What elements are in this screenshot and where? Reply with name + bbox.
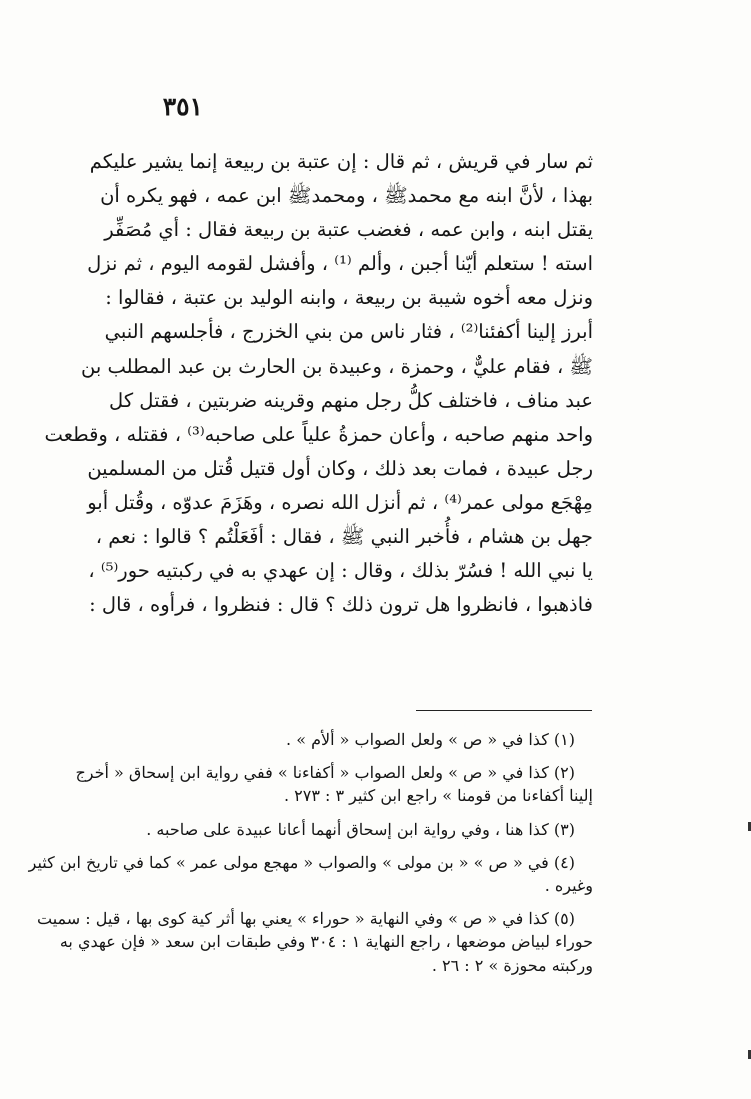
- footnote-line: وغيره .: [544, 876, 593, 896]
- footnote-line: (١) كذا في « ص » ولعل الصواب « ألأم » .: [286, 730, 575, 749]
- footnote-line: (٢) كذا في « ص » ولعل الصواب « أكفاءنا » ففي رواية ابن إسحاق « أخرج: [75, 763, 575, 783]
- text-line: ﷺ ، فقام عليٌّ ، وحمزة ، وعبيدة بن الحارث بن عبد المطلب بن: [80, 354, 593, 378]
- text-line: يقتل ابنه ، وابن عمه ، فغضب عتبة بن ربيعة فقال : أي مُصَفِّر: [104, 218, 593, 242]
- footnote-line: إلينا أكفاءنا من قومنا » راجع ابن كثير ٣ : ٢٧٣ .: [283, 786, 593, 806]
- footnote-line: (٥) كذا في « ص » وفي النهاية « حوراء » يعني بها أثر كية كوى بها ، قيل : سميت: [37, 909, 575, 929]
- footnote-1: [143, 728, 593, 751]
- page-number: ٣٥١: [162, 92, 203, 121]
- footnote-4: [28, 851, 593, 897]
- footnote-3: [143, 818, 593, 841]
- text-line: رجل عبيدة ، فمات بعد ذلك ، وكان أول قتيل قُتل من المسلمين: [87, 456, 593, 480]
- footnote-5: [37, 907, 593, 977]
- footnote-line: (٣) كذا هنا ، وفي رواية ابن إسحاق أنهما أعانا عبيدة على صاحبه .: [146, 819, 575, 839]
- footnote-divider: [416, 710, 592, 711]
- text-line: فاذهبوا ، فانظروا هل ترون ذلك ؟ قال : فنظروا ، فرأوه ، قال :: [89, 593, 593, 617]
- text-line: مِهْجَع مولى عمر⁽⁴⁾ ، ثم أنزل الله نصره ، وهَزَمَ عدوّه ، وقُتل أبو: [87, 490, 593, 514]
- text-line: أبرز إلينا أكفئنا⁽²⁾ ، فثار ناس من بني الخزرج ، فأجلسهم النبي: [104, 320, 593, 344]
- main-text: [44, 145, 593, 622]
- footnotes-section: [28, 728, 593, 987]
- text-line: بهذا ، لأنَّ ابنه مع محمدﷺ ، ومحمدﷺ ابن عمه ، فهو يكره أن: [100, 184, 593, 208]
- text-line: استه ! ستعلم أيّنا أجبن ، وألم ⁽¹⁾ ، وأفشل لقومه اليوم ، ثم نزل: [87, 252, 593, 276]
- footnote-line: (٤) في « ص » « بن مولى » والصواب « مهجع مولى عمر » كما في تاريخ ابن كثير: [28, 852, 575, 872]
- footnote-line: حوراء لبياض موضعها ، راجع النهاية ١ : ٣٠٤ وفي طبقات ابن سعد « فإن عهدي به: [59, 932, 593, 952]
- text-line: عبد مناف ، فاختلف كلُّ رجل منهم وقرينه ضربتين ، فقتل كل: [109, 388, 593, 412]
- text-line: ونزل معه أخوه شيبة بن ربيعة ، وابنه الوليد بن عتبة ، فقالوا :: [105, 286, 593, 310]
- text-line: واحد منهم صاحبه ، وأعان حمزةُ علياً على صاحبه⁽³⁾ ، فقتله ، وقطعت: [44, 422, 593, 446]
- footnote-line: وركبته محوزة » ٢ : ٢٦ .: [431, 955, 593, 975]
- footnote-2: [75, 761, 593, 807]
- text-line: يا نبي الله ! فسُرّ بذلك ، وقال : إن عهدي به في ركبتيه حور⁽⁵⁾ ،: [88, 559, 593, 583]
- text-line: جهل بن هشام ، فأُخبر النبي ﷺ ، فقال : أفَعَلْتُم ؟ قالوا : نعم ،: [95, 525, 593, 549]
- text-line: ثم سار في قريش ، ثم قال : إن عتبة بن ربيعة إنما يشير عليكم: [89, 150, 593, 173]
